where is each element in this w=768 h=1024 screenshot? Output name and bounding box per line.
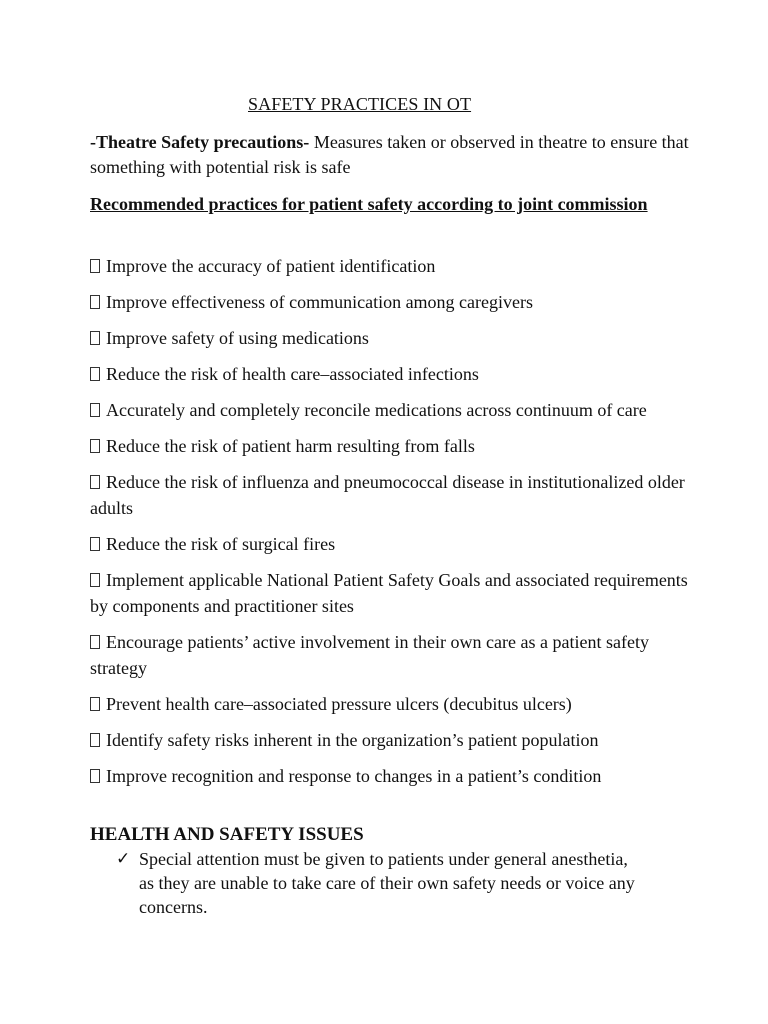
practice-item bbox=[90, 361, 690, 387]
empty-box-icon bbox=[90, 367, 100, 381]
health-safety-issues-heading: HEALTH AND SAFETY ISSUES bbox=[90, 824, 364, 845]
intro-paragraph bbox=[90, 130, 690, 180]
practice-text: Prevent health care–associated pressure ulcers (decubitus ulcers) bbox=[106, 694, 572, 714]
page-title: SAFETY PRACTICES IN OT bbox=[248, 94, 472, 114]
empty-box-icon bbox=[90, 537, 100, 551]
practice-text: Identify safety risks inherent in the organization’s patient population bbox=[106, 730, 599, 750]
practice-text: Accurately and completely reconcile medications across continuum of care bbox=[106, 400, 647, 420]
empty-box-icon bbox=[90, 635, 100, 649]
practice-item bbox=[90, 763, 690, 789]
practice-item bbox=[90, 469, 690, 521]
empty-box-icon bbox=[90, 733, 100, 747]
practice-text: Implement applicable National Patient Safety Goals and associated requirements by components and practitioner sites bbox=[90, 570, 688, 616]
practice-item bbox=[90, 567, 690, 619]
empty-box-icon bbox=[90, 573, 100, 587]
practice-item bbox=[90, 531, 690, 557]
practice-text: Reduce the risk of influenza and pneumococcal disease in institutionalized older adults bbox=[90, 472, 685, 518]
practice-item bbox=[90, 691, 690, 717]
practice-item bbox=[90, 727, 690, 753]
practice-item bbox=[90, 253, 690, 279]
issue-text: Special attention must be given to patients under general anesthetia, as they are unable to take care of their own safety needs or voice any concerns. bbox=[139, 849, 635, 917]
recommended-practices-heading: Recommended practices for patient safety according to joint commission bbox=[90, 194, 648, 214]
practice-text: Improve recognition and response to changes in a patient’s condition bbox=[106, 766, 602, 786]
empty-box-icon bbox=[90, 697, 100, 711]
practice-item bbox=[90, 289, 690, 315]
checkmark-icon: ✓ bbox=[116, 849, 131, 869]
practice-text: Reduce the risk of patient harm resulting from falls bbox=[106, 436, 475, 456]
practices-list bbox=[90, 253, 690, 799]
empty-box-icon bbox=[90, 259, 100, 273]
practice-text: Reduce the risk of health care–associated infections bbox=[106, 364, 479, 384]
practice-text: Reduce the risk of surgical fires bbox=[106, 534, 336, 554]
empty-box-icon bbox=[90, 331, 100, 345]
practice-text: Improve the accuracy of patient identification bbox=[106, 256, 436, 276]
empty-box-icon bbox=[90, 439, 100, 453]
practice-text: Encourage patients’ active involvement in their own care as a patient safety strategy bbox=[90, 632, 649, 678]
practice-item bbox=[90, 629, 690, 681]
empty-box-icon bbox=[90, 403, 100, 417]
empty-box-icon bbox=[90, 475, 100, 489]
empty-box-icon bbox=[90, 295, 100, 309]
practice-text: Improve safety of using medications bbox=[106, 328, 369, 348]
practice-item bbox=[90, 325, 690, 351]
practice-text: Improve effectiveness of communication among caregivers bbox=[106, 292, 534, 312]
empty-box-icon bbox=[90, 769, 100, 783]
practice-item bbox=[90, 433, 690, 459]
intro-term: -Theatre Safety precautions- bbox=[90, 132, 310, 152]
intro-definition: Measures taken or observed in theatre to ensure that something with potential risk is safe bbox=[90, 132, 689, 177]
practice-item bbox=[90, 397, 690, 423]
